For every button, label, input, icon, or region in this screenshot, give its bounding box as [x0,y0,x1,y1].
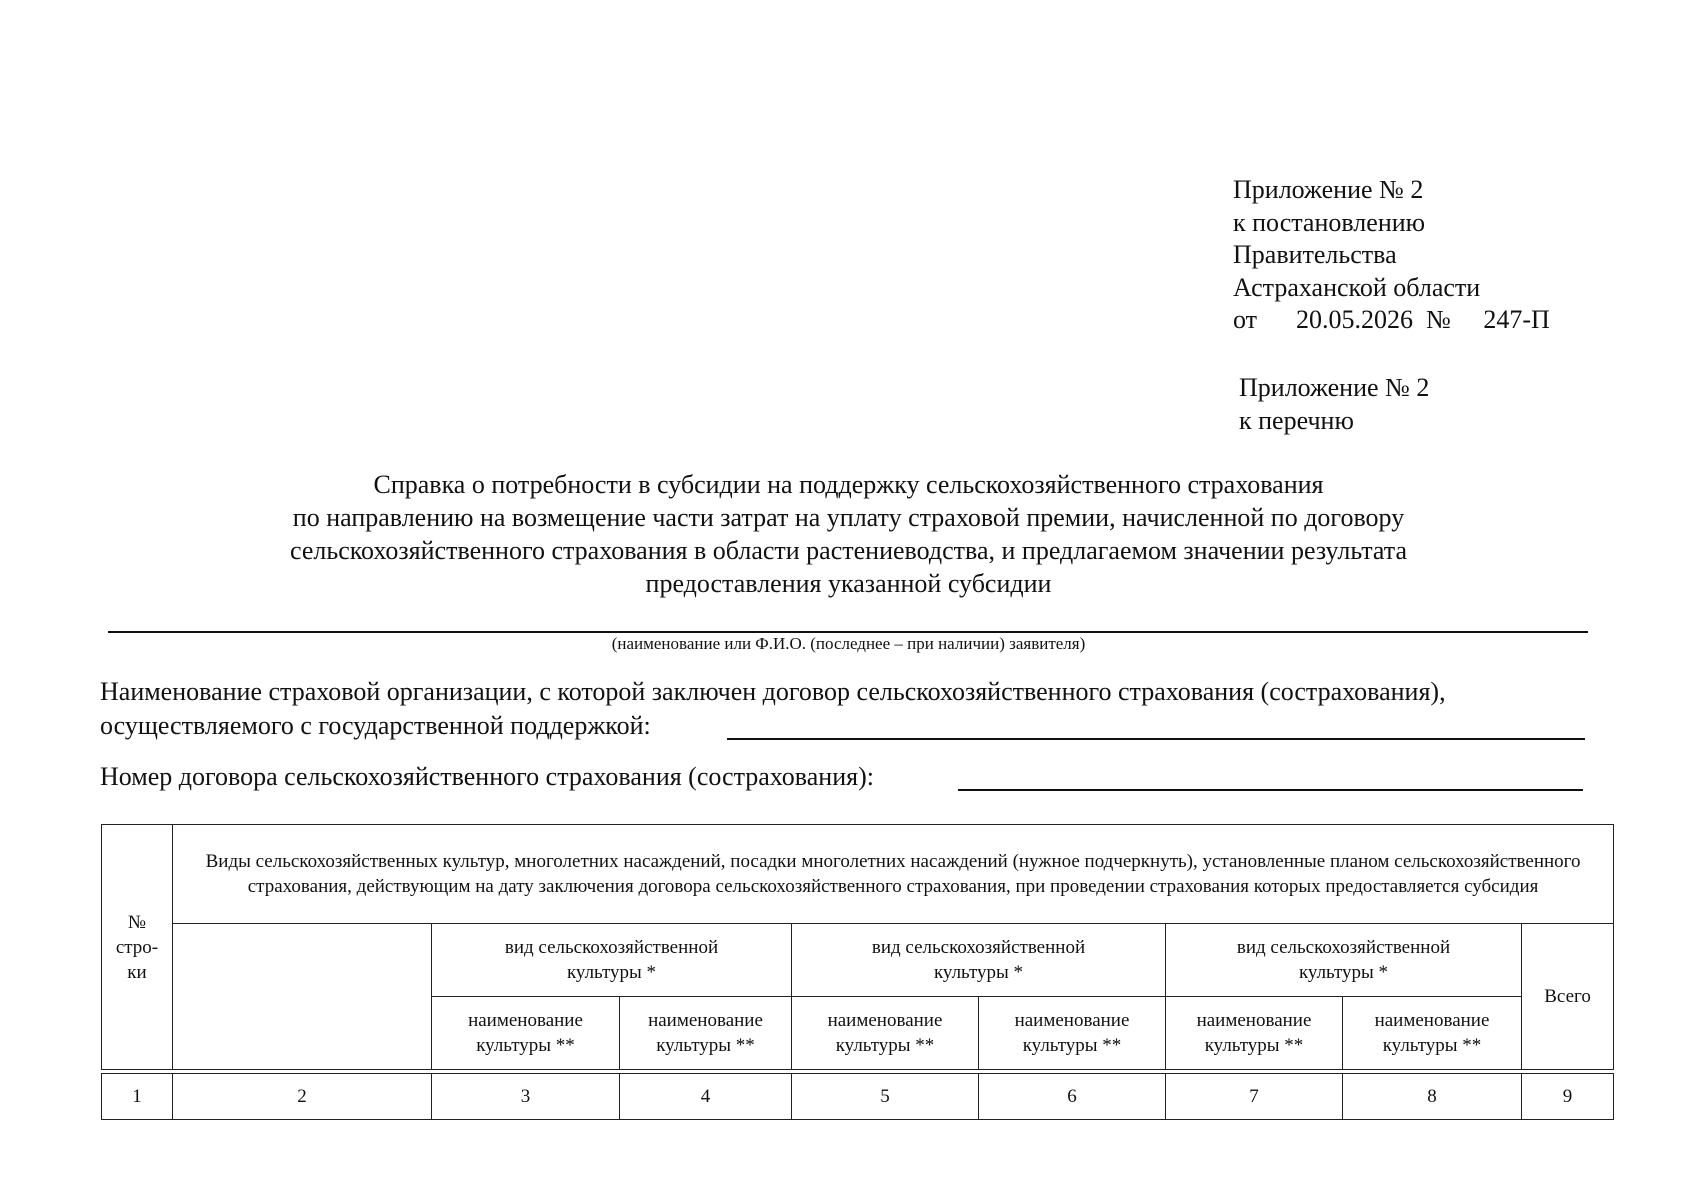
column-number-cell: 2 [173,1074,432,1120]
appendix-1-line: Приложение № 2 [1233,175,1424,204]
row-number-header-text: № стро-ки [115,911,159,983]
title-line: Справка о потребности в субсидии на поддержку сельскохозяйственного страхования [373,470,1324,499]
column-number-cell: 6 [979,1074,1166,1120]
row-number-header [102,825,173,1070]
crop-type-header-text: вид сельскохозяйственной культуры * [871,937,1086,983]
crop-name-header-text: наименование культуры ** [1196,1010,1312,1056]
appendix-1-date-number: от 20.05.2026 № 247-П [1233,305,1550,334]
crop-name-header [792,997,979,1070]
crop-name-header-text: наименование культуры ** [468,1010,583,1056]
crop-name-header-text: наименование культуры ** [827,1010,943,1056]
crop-name-header [979,997,1166,1070]
column-number-cell: 7 [1166,1074,1343,1120]
appendix-2-line: к перечню [1239,405,1354,435]
column-number-cell: 4 [620,1074,792,1120]
title-line: сельскохозяйственного страхования в области растениеводства, и предлагаемом значении результата [289,536,1408,565]
column-number-cell: 1 [102,1074,173,1120]
insurer-label-line2: осуществляемого с государственной поддержкой: [100,711,651,740]
crop-type-header [432,924,792,997]
crop-name-header [1343,997,1522,1070]
applicant-name-blank[interactable] [108,631,1588,633]
appendix-1-block [1233,174,1550,337]
crop-name-header-text: наименование культуры ** [648,1010,763,1056]
column-number-cell: 5 [792,1074,979,1120]
appendix-1-line: Астраханской области [1233,272,1481,302]
blank-header-cell [173,924,432,1070]
title-line: по направлению на возмещение части затрат на уплату страховой премии, начисленной по договору [292,503,1405,532]
insurer-name-blank[interactable] [727,716,1585,740]
applicant-caption: (наименование или Ф.И.О. (последнее – при наличии) заявителя) [611,634,1086,653]
crops-header: Виды сельскохозяйственных культур, многолетних насаждений, посадки многолетних насаждений (нужное подчеркнуть), установленные планом сельскохозяйственного страхования, действующим на дату заключения договора сельскохозяйственного страхования, при проведении страхования которых предоставляется субсидия [173,825,1614,924]
subsidy-table-header [101,824,1614,1070]
column-number-cell: 9 [1522,1074,1614,1120]
appendix-2-block [1239,372,1429,437]
crop-name-header-text: наименование культуры ** [1374,1010,1490,1056]
column-number-cell: 3 [432,1074,620,1120]
crop-name-header-text: наименование культуры ** [1014,1010,1130,1056]
appendix-2-line: Приложение № 2 [1239,373,1430,402]
crop-type-header [792,924,1166,997]
crop-type-header [1166,924,1522,997]
crop-type-header-text: вид сельскохозяйственной культуры * [504,937,719,983]
contract-number-label: Номер договора сельскохозяйственного страхования (сострахования): [100,762,874,791]
total-header: Всего [1522,924,1614,1070]
crop-name-header [432,997,620,1070]
title-line: предоставления указанной субсидии [645,569,1052,598]
crop-type-header-text: вид сельскохозяйственной культуры * [1236,937,1451,983]
column-number-cell: 8 [1343,1074,1522,1120]
crop-name-header [1166,997,1343,1070]
appendix-1-line: к постановлению [1233,207,1426,237]
insurer-label-line1: Наименование страховой организации, с которой заключен договор сельскохозяйственного страхования (сострахования), [100,677,1446,706]
crop-name-header [620,997,792,1070]
contract-number-blank[interactable] [958,766,1583,791]
column-number-row [101,1073,1614,1120]
document-title [100,468,1597,600]
appendix-1-line: Правительства [1233,240,1397,269]
